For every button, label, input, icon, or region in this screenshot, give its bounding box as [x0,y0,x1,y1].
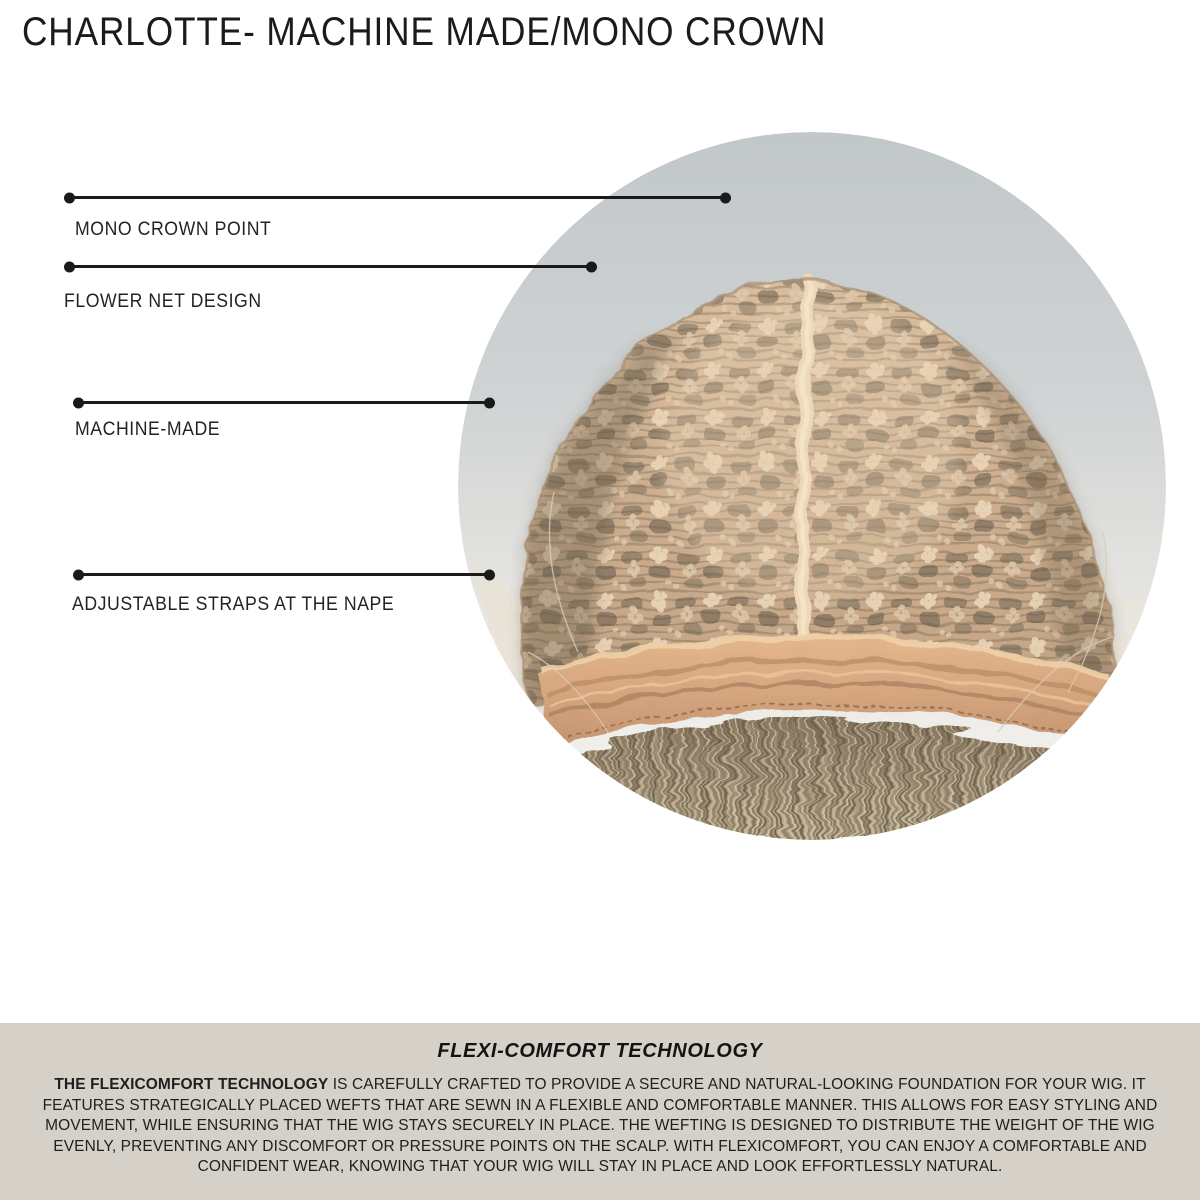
callout-line-straps [77,573,491,576]
page-title: CHARLOTTE- MACHINE MADE/MONO CROWN [22,10,827,54]
wig-cap-illustration [458,132,1166,840]
label-machine-made: MACHINE-MADE [75,419,221,440]
label-flower-net-design: FLOWER NET DESIGN [64,291,262,312]
wig-cap-photo [458,132,1166,840]
label-adjustable-straps: ADJUSTABLE STRAPS AT THE NAPE [72,594,395,615]
callout-line-machine-made [77,401,491,404]
flexi-comfort-text: IS CAREFULLY CRAFTED TO PROVIDE A SECURE AND NATURAL-LOOKING FOUNDATION FOR YOUR WIG. IT FEATURES STRATEGICALLY PLACED WEFTS THAT ARE SEWN IN A FLEXIBLE AND COMFORTABLE MANNER. THIS ALLOWS FOR EASY STYLING AND MOVEMENT, WHILE ENSURING THAT THE WIG STAYS SECURELY IN PLACE. THE WEFTING IS DESIGNED TO DISTRIBUTE THE WEIGHT OF THE WIG EVENLY, PREVENTING ANY DISCOMFORT OR PRESSURE POINTS ON THE SCALP. WITH FLEXICOMFORT, YOU CAN ENJOY A COMFORTABLE AND CONFIDENT WEAR, KNOWING THAT YOUR WIG WILL STAY IN PLACE AND LOOK EFFORTLESSLY NATURAL. [42,1076,1158,1175]
flexi-comfort-heading: FLEXI-COMFORT TECHNOLOGY [437,1040,763,1062]
flexi-comfort-panel [0,1023,1200,1200]
label-mono-crown-point: MONO CROWN POINT [75,219,272,240]
callout-line-flower-net [68,265,593,268]
flexi-comfort-description [25,1075,1175,1178]
callout-line-mono-crown [68,196,727,199]
flexi-comfort-lead: THE FLEXICOMFORT TECHNOLOGY [54,1076,329,1093]
